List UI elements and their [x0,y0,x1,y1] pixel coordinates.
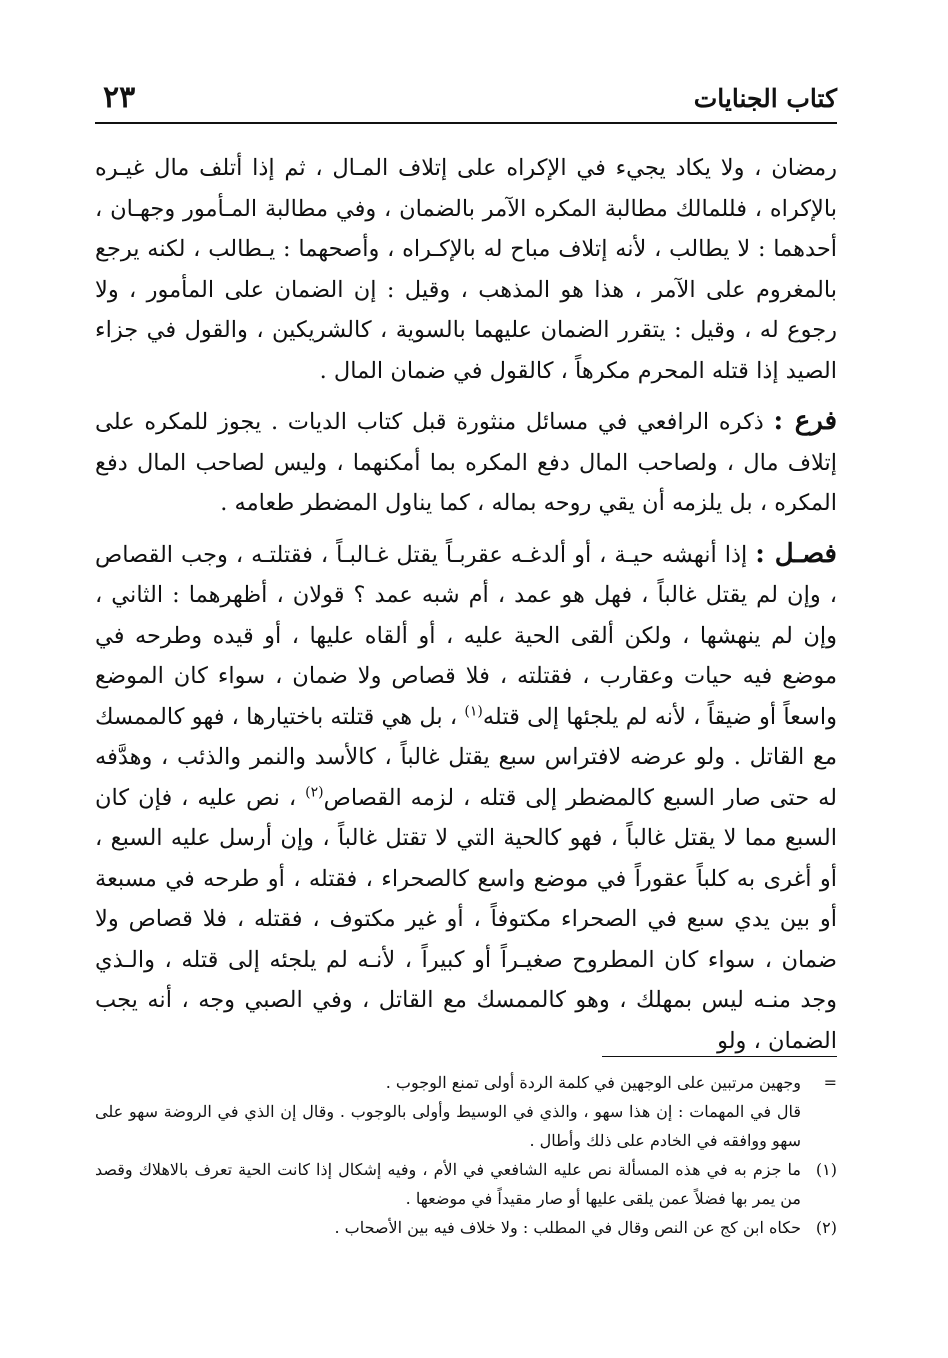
fasl-text-part-1: إذا أنهشه حيـة ، أو ألدغـه عقربـاً يقتل غـالبـاً ، فقتلتـه ، وجب القصاص ، وإن لم يقتل غالباً ، فهل هو عمد ، أم شبه عمد ؟ قولان ، أظهرهما : الثاني ، وإن لم ينهشها ، ولكن ألقى الحية عليه ، أو ألقاه عليها ، أو قيده وطرحه في موضع فيه حيات وعقارب ، فقتلته ، فلا قصاص ولا ضمان ، سواء كان الموضع واسعاً أو ضيقاً ، لأنه لم يلجئها إلى قتله [95,541,837,730]
footnote-marker: (١) [815,1160,837,1179]
far-text: ذكره الرافعي في مسائل منثورة قبل كتاب الديات . يجوز للمكره على إتلاف مال ، ولصاحب المال دفع المكره بما أمكنهما ، وليس لصاحب المال دفع المكره ، بل يلزمه أن يقي روحه بماله ، كما يناول المضطر طعامه . [95,409,837,516]
footnote-text: حكاه ابن كج عن النص وقال في المطلب : ولا خلاف فيه بين الأصحاب . [334,1218,801,1237]
footnote-2 [95,1213,837,1242]
footnote-ref-2: (٢) [305,784,324,800]
far-heading: فرع : [773,406,838,436]
paragraph-far [95,401,837,524]
footnote-text: وجهين مرتبين على الوجهين في كلمة الردة أولى تمنع الوجوب . [385,1073,801,1092]
footnotes [95,1068,837,1242]
fasl-text-part-3: ، نص عليه ، فإن كان السبع مما لا يقتل غالباً ، فهو كالحية التي لا تقتل غالباً ، وإن أرسل عليه السبع ، أو أغرى به كلباً عقوراً في موضع واسع كالصحراء ، فقتله ، أو طرحه في مسبعة أو بين يدي سبع في الصحراء مكتوفاً ، أو غير مكتوف ، فقتله ، فلا قصاص ولا ضمان ، سواء كان المطروح صغيـراً أو كبيراً ، لأنـه لم يلجئه إلى قتله ، والـذي وجد منـه ليس بمهلك ، وهو كالممسك مع القاتل ، وفي الصبي وجه ، أنه يجب الضمان ، ولو [95,784,837,1054]
footnote-marker: = [823,1073,837,1092]
running-title: كتاب الجنايات [693,84,837,113]
paragraph-1 [95,148,837,391]
footnote-continued-2 [95,1097,837,1155]
footnote-continued [95,1068,837,1097]
book-page [95,78,837,1298]
paragraph-fasl [95,534,837,1062]
footnote-ref-1: (١) [464,703,483,719]
page-number: ٢٣ [103,80,136,115]
footnote-text: قال في المهمات : إن هذا سهو ، والذي في الوسيط وأولى بالوجوب . وقال إن الذي في الروضة سهو على سهو ووافقه في الخادم على ذلك وأطال . [95,1102,802,1150]
header-rule [95,122,837,124]
footnote-1 [95,1155,837,1213]
paragraph-1-text: رمضان ، ولا يكاد يجيء في الإكراه على إتلاف المـال ، ثم إذا أتلف مال غيـره بالإكراه ، فللمالك مطالبة المكره الآمر بالضمان ، وفي مطالبة المـأمور وجهـان ، أحدهما : لا يطالب ، لأنه إتلاف مباح له بالإكـراه ، وأصحهما : يـطالب ، لكنه يرجع بالمغروم على الآمر ، هذا هو المذهب ، وقيل : إن الضمان على المأمور ، ولا رجوع له ، وقيل : يتقرر الضمان عليهما بالسوية ، كالشريكين ، والقول في جزاء الصيد إذا قتله المحرم مكرهاً ، كالقول في ضمان المال . [95,155,837,384]
footnote-marker [801,1097,837,1155]
footnote-marker: (٢) [815,1218,837,1237]
main-text [95,148,837,1061]
footnote-separator [602,1056,837,1057]
footnote-text: ما جزم به في هذه المسألة نص عليه الشافعي في الأم ، وفيه إشكال إذا كانت الحية تعرف بالاهلاك وقصد من يمر بها فضلاً عمن يلقى عليها أو صار مقيداً في موضعها . [95,1160,801,1208]
page-header [95,78,837,122]
fasl-heading: فصـل : [755,538,837,569]
fasl-text-part-2: ، بل هي قتلته باختيارها ، فهو كالممسك مع القاتل . ولو عرضه لافتراس سبع يقتل غالباً ، كالأسد والنمر والذئب ، وهدَّفه له حتى صار السبع كالمضطر إلى قتله ، لزمه القصاص [95,703,838,811]
